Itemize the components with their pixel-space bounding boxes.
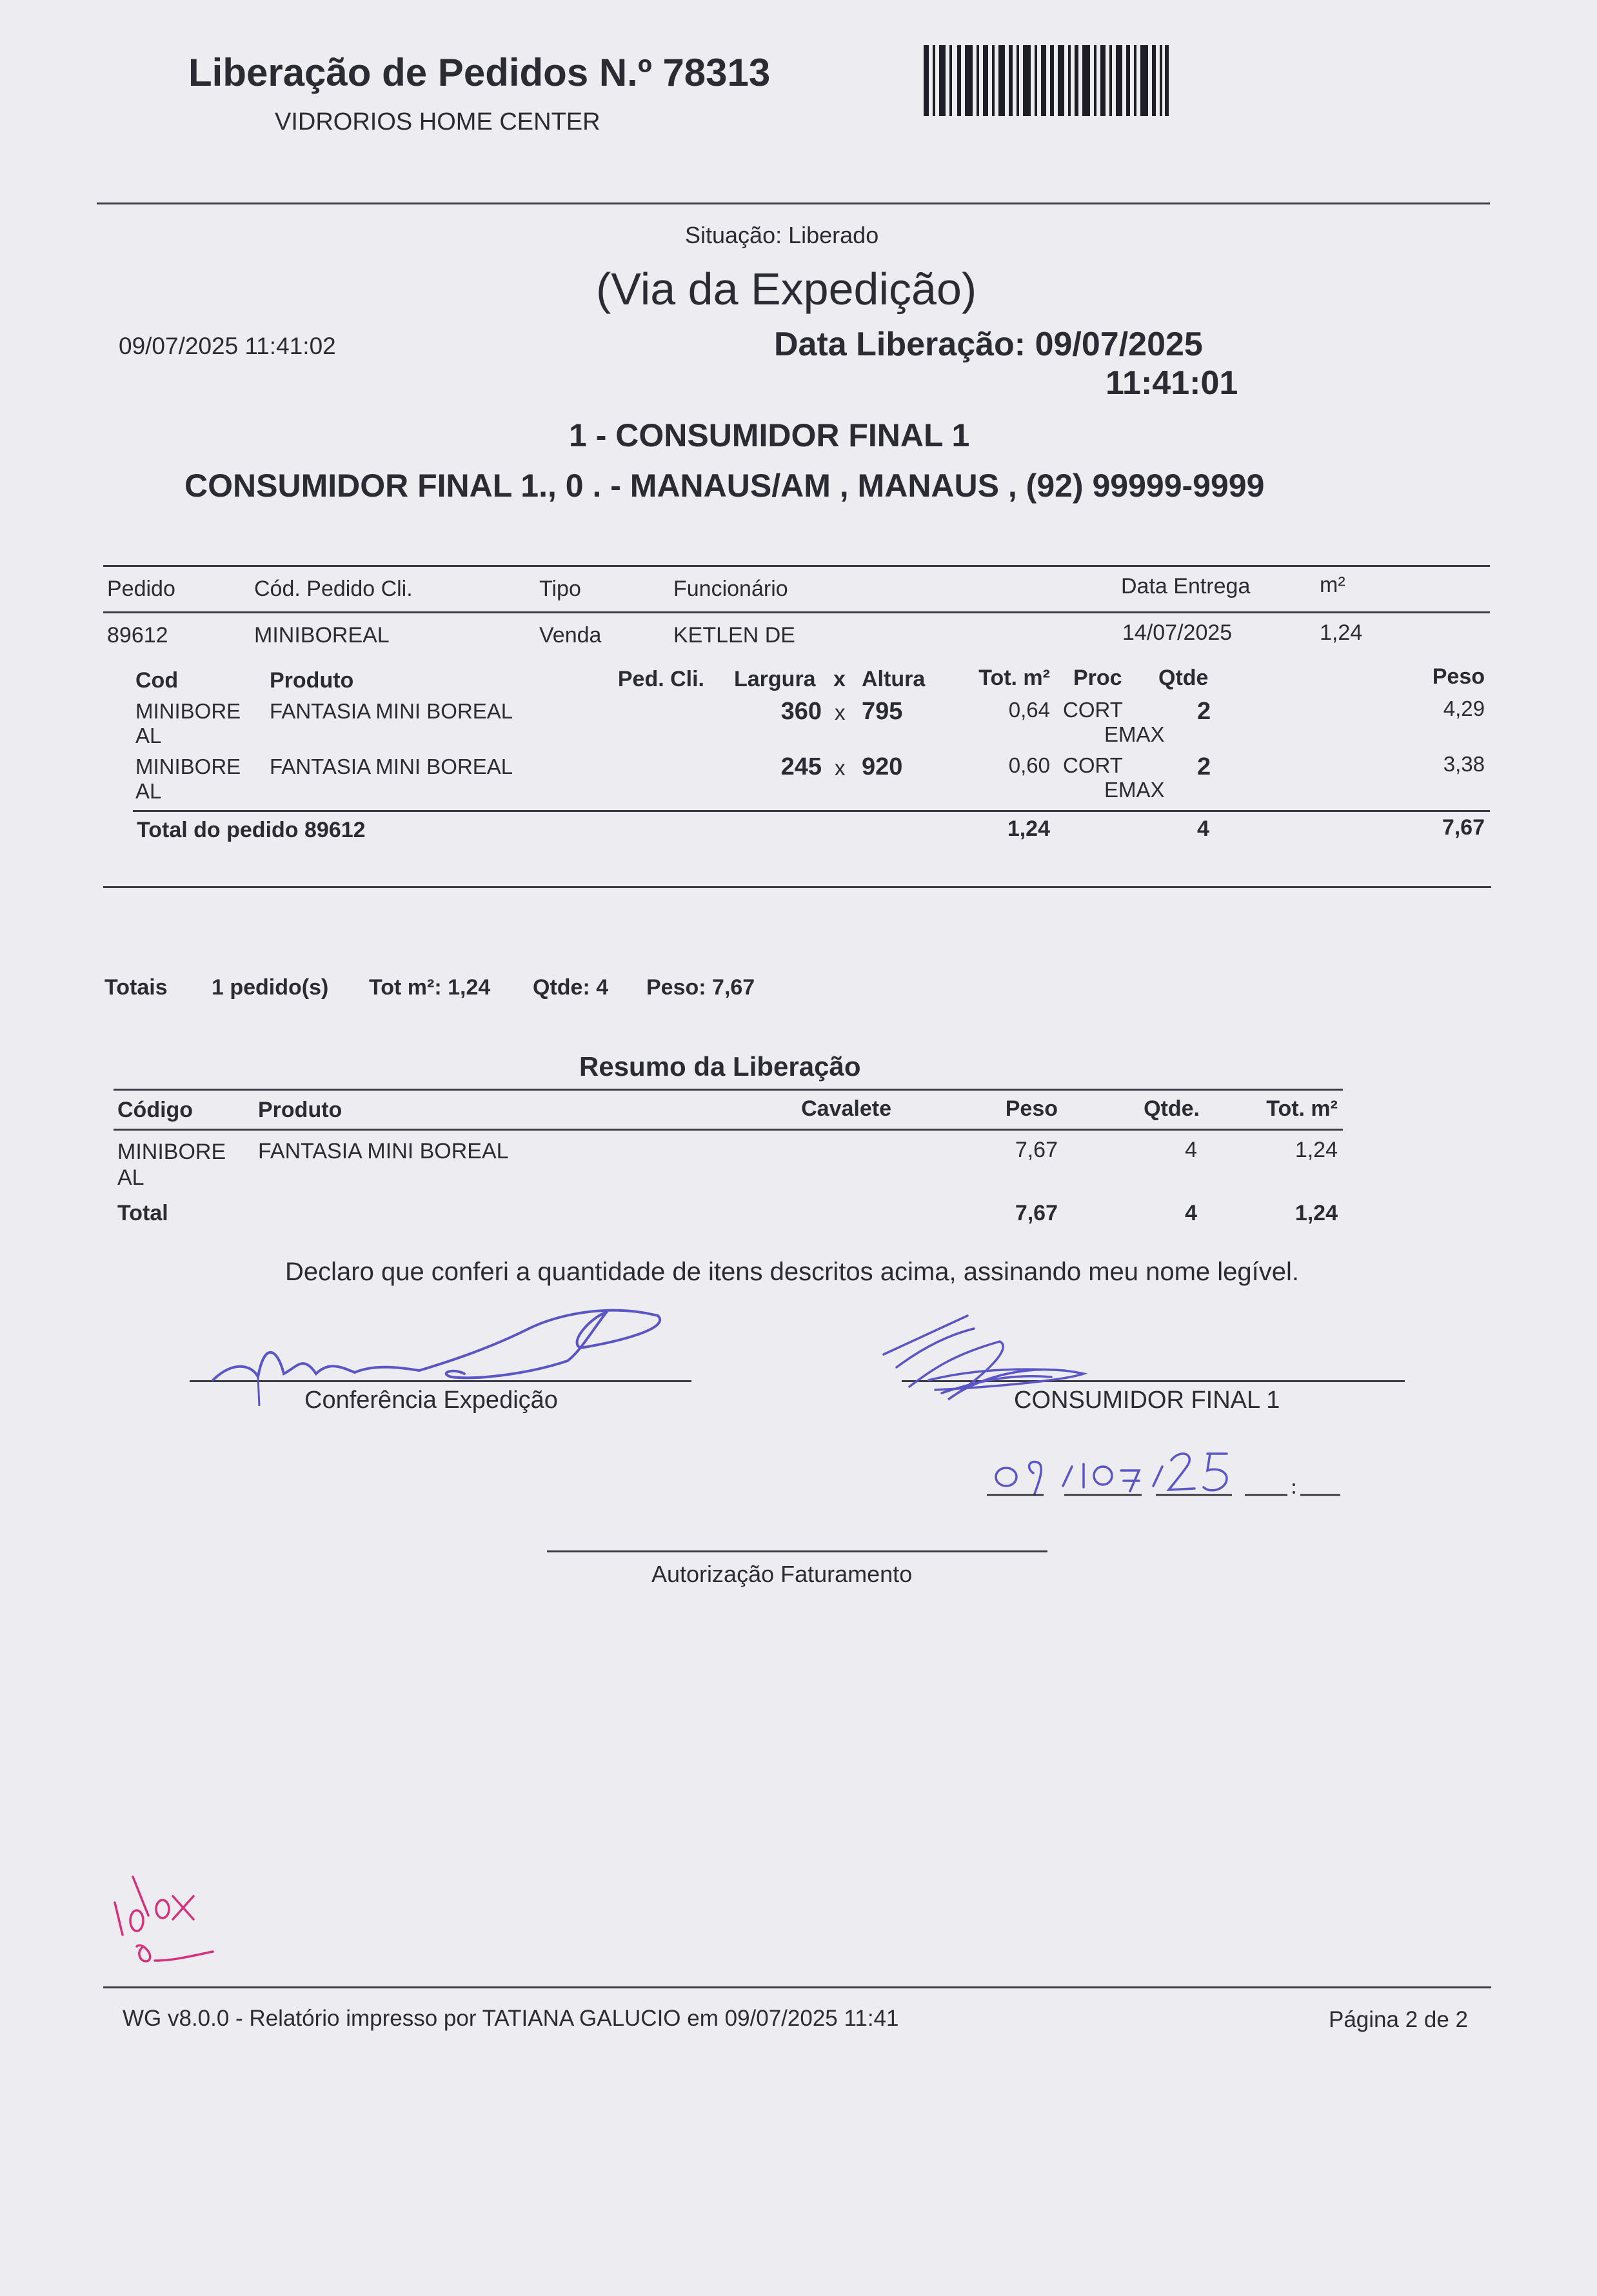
footer-page-number: Página 2 de 2	[1329, 2007, 1469, 2032]
summary-col-peso: Peso	[1005, 1096, 1058, 1121]
item-2-peso: 3,38	[1443, 752, 1485, 776]
billing-signature-line	[547, 1550, 1047, 1552]
customer-signature-label: CONSUMIDOR FINAL 1	[1014, 1387, 1280, 1414]
status-label: Situação: Liberado	[685, 222, 879, 248]
summary-total-tot-m2: 1,24	[1294, 1201, 1338, 1225]
order-cod-cli-value: MINIBOREAL	[254, 623, 390, 648]
item-1-qtde: 2	[1197, 698, 1211, 725]
billing-label: Autorização Faturamento	[651, 1561, 913, 1587]
item-1-largura: 360	[780, 698, 822, 725]
order-tipo-value: Venda	[539, 623, 602, 648]
items-col-altura: Altura	[862, 667, 926, 691]
item-1-peso: 4,29	[1443, 697, 1485, 720]
order-m2-value: 1,24	[1320, 620, 1363, 645]
item-2-tot-m2: 0,60	[1008, 753, 1050, 777]
document-title: Liberação de Pedidos N.º 78313	[188, 51, 771, 94]
items-col-largura: Largura	[734, 667, 816, 691]
items-total-m2: 1,24	[1007, 816, 1050, 841]
margin-note	[103, 1870, 226, 1980]
order-data-entrega-value: 14/07/2025	[1122, 620, 1233, 645]
company-name: VIDRORIOS HOME CENTER	[275, 108, 600, 135]
order-funcionario-value: KETLEN DE	[673, 623, 795, 648]
item-2-cod-line1: MINIBORE	[135, 755, 241, 778]
item-2-cod-line2: AL	[135, 779, 162, 803]
order-block-bottom-rule	[103, 886, 1491, 888]
summary-row-qtde: 4	[1185, 1138, 1197, 1162]
item-2-cod	[135, 755, 241, 804]
items-col-proc: Proc	[1073, 666, 1122, 690]
summary-row-tot-m2: 1,24	[1294, 1138, 1338, 1162]
item-2-qtde: 2	[1197, 753, 1211, 780]
items-total-rule	[133, 810, 1490, 812]
summary-row-codigo-line2: AL	[117, 1165, 144, 1190]
items-col-x: x	[833, 667, 846, 691]
item-1-cod	[135, 699, 241, 748]
col-pedido: Pedido	[107, 577, 175, 601]
item-2-proc-line1: CORT	[1063, 753, 1123, 777]
item-1-proc	[1063, 698, 1165, 747]
header-divider	[97, 203, 1490, 204]
items-col-produto: Produto	[270, 668, 354, 693]
item-1-cod-line2: AL	[135, 724, 162, 747]
items-total-label: Total do pedido 89612	[137, 818, 366, 842]
item-2-produto: FANTASIA MINI BOREAL	[270, 755, 513, 778]
totals-label: Totais	[104, 975, 168, 1000]
summary-total-label: Total	[117, 1201, 168, 1225]
summary-col-cavalete: Cavalete	[801, 1096, 891, 1121]
customer-title: 1 - CONSUMIDOR FINAL 1	[569, 417, 970, 453]
totals-peso: Peso: 7,67	[646, 975, 755, 1000]
summary-row-produto: FANTASIA MINI BOREAL	[258, 1139, 509, 1163]
summary-top-rule	[114, 1089, 1343, 1091]
summary-col-qtde: Qtde.	[1144, 1096, 1200, 1121]
col-funcionario: Funcionário	[673, 577, 788, 601]
items-col-ped-cli: Ped. Cli.	[617, 667, 704, 691]
printed-timestamp: 09/07/2025 11:41:02	[119, 333, 336, 359]
footer-print-info: WG v8.0.0 - Relatório impresso por TATIANA GALUCIO em 09/07/2025 11:41	[123, 2006, 899, 2031]
summary-row-peso: 7,67	[1015, 1138, 1058, 1162]
col-data-entrega: Data Entrega	[1121, 574, 1251, 599]
items-col-cod: Cod	[135, 668, 179, 693]
item-1-cod-line1: MINIBORE	[135, 699, 241, 723]
item-1-tot-m2: 0,64	[1008, 698, 1050, 722]
summary-col-produto: Produto	[258, 1098, 342, 1122]
handwritten-date	[987, 1445, 1348, 1503]
expedition-label: Conferência Expedição	[304, 1387, 558, 1414]
item-2-proc-line2: EMAX	[1104, 778, 1165, 802]
item-1-x: x	[835, 700, 846, 724]
copy-label: (Via da Expedição)	[596, 264, 977, 314]
summary-row-codigo	[117, 1139, 226, 1191]
col-m2: m²	[1320, 573, 1345, 597]
item-2-x: x	[835, 756, 846, 780]
summary-title: Resumo da Liberação	[579, 1051, 861, 1082]
totals-m2: Tot m²: 1,24	[369, 975, 491, 1000]
declaration-text: Declaro que conferi a quantidade de itens descritos acima, assinando meu nome legível.	[285, 1258, 1300, 1286]
totals-pedidos: 1 pedido(s)	[212, 975, 329, 1000]
col-cod-pedido-cli: Cód. Pedido Cli.	[254, 577, 413, 601]
items-total-qtde: 4	[1197, 816, 1209, 841]
items-total-peso: 7,67	[1442, 815, 1485, 840]
summary-total-qtde: 4	[1185, 1201, 1197, 1225]
item-2-proc	[1063, 753, 1165, 802]
item-1-proc-line2: EMAX	[1104, 722, 1165, 746]
order-table-header-rule	[103, 611, 1490, 613]
items-col-tot-m2: Tot. m²	[978, 666, 1050, 690]
release-date: Data Liberação: 09/07/2025	[774, 326, 1203, 363]
items-col-qtde: Qtde	[1158, 666, 1209, 690]
item-1-proc-line1: CORT	[1063, 698, 1123, 722]
item-1-produto: FANTASIA MINI BOREAL	[270, 699, 513, 723]
order-table-top-rule	[103, 565, 1490, 567]
summary-header-rule	[114, 1129, 1343, 1131]
release-time: 11:41:01	[1106, 364, 1238, 402]
barcode-icon	[924, 45, 1169, 116]
summary-row-codigo-line1: MINIBORE	[117, 1140, 226, 1164]
item-1-altura: 795	[862, 698, 903, 725]
summary-col-codigo: Código	[117, 1098, 193, 1122]
items-col-peso: Peso	[1432, 664, 1485, 689]
totals-qtde: Qtde: 4	[533, 975, 609, 1000]
summary-col-tot-m2: Tot. m²	[1266, 1096, 1338, 1121]
order-pedido-value: 89612	[107, 623, 168, 648]
item-2-largura: 245	[780, 753, 822, 780]
summary-total-peso: 7,67	[1015, 1201, 1058, 1225]
customer-details: CONSUMIDOR FINAL 1., 0 . - MANAUS/AM , MANAUS , (92) 99999-9999	[184, 468, 1265, 504]
footer-rule	[103, 1986, 1491, 1988]
col-tipo: Tipo	[539, 577, 581, 601]
item-2-altura: 920	[862, 753, 903, 780]
